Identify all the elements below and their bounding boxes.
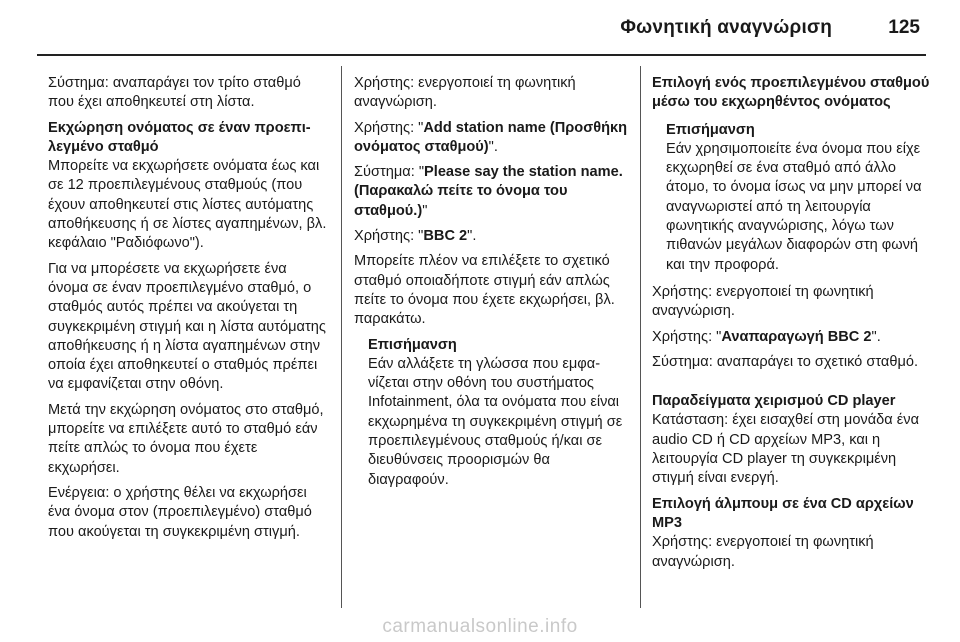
column-divider bbox=[640, 66, 641, 608]
watermark: carmanualsonline.info bbox=[382, 616, 578, 637]
column-right bbox=[652, 74, 932, 578]
paragraph: Ενέργεια: ο χρήστης θέλει να εκχωρήσει ένα όνομα στον (προεπιλεγμένο) σταθμό που ακούγεται τη συγκεκριμένη στιγμή. bbox=[48, 484, 312, 540]
note-heading: Επισήμανση bbox=[666, 121, 755, 138]
dialog-line-system: Σύστημα: "Please say the station name. (Παρακαλώ πείτε το όνομα του σταθμού.)" bbox=[354, 164, 623, 219]
paragraph: Σύστημα: αναπαράγει το σχετικό σταθμό. bbox=[652, 353, 919, 370]
section-heading: Επιλογή ενός προεπιλεγμένου σταθμού μέσω του εκχωρηθέντος ονόματος bbox=[652, 75, 930, 111]
paragraph: Χρήστης: ενεργοποιεί τη φωνητική αναγνώριση. bbox=[354, 75, 576, 111]
paragraph: Χρήστης: ενεργοποιεί τη φωνητική αναγνώριση. bbox=[652, 283, 874, 320]
paragraph: Μπορείτε να εκχωρήσετε ονόματα έως και σε 12 προεπιλεγμένους σταθμούς (που έχουν αποθηκευτεί στις λίστες αυτόματης αποθήκευσης ή σε λίστες αγαπημένων, βλ. κεφάλαιο "Ραδιόφωνο"). bbox=[48, 158, 327, 252]
column-divider bbox=[341, 66, 342, 608]
dialog-line-user: Χρήστης: "Αναπαραγωγή BBC 2". bbox=[652, 328, 881, 345]
page-number: 125 bbox=[888, 17, 920, 38]
page-header bbox=[0, 0, 960, 50]
section-heading: Εκχώρηση ονόματος σε έναν προεπιλεγμένο σταθμό bbox=[48, 119, 311, 155]
column-middle bbox=[354, 74, 632, 490]
dialog-line-user: Χρήστης: "BBC 2". bbox=[354, 228, 477, 245]
note-box bbox=[652, 121, 932, 275]
note-text: Εάν χρησιμοποιείτε ένα όνομα που είχε εκχωρηθεί σε ένα σταθμό από άλλο άτομο, το όνομα ίσως να μην μπορεί να αναγνωριστεί από τη λειτουργία φωνητικής αναγνώρισης, λόγω των πιθανών μεγάλων διαφορών στη φωνή και την προφορά. bbox=[666, 140, 922, 273]
paragraph: Μετά την εκχώρηση ονόματος στο σταθμό, μπορείτε να επιλέξετε αυτό το σταθμό εάν πείτε απλώς το όνομα που έχετε εκχωρήσει. bbox=[48, 401, 324, 476]
page-title: Φωνητική αναγνώριση bbox=[620, 17, 832, 38]
note-heading: Επισήμανση bbox=[368, 336, 457, 353]
section-heading: Παραδείγματα χειρισμού CD player bbox=[652, 393, 896, 410]
voice-command: Αναπαραγωγή BBC 2 bbox=[721, 328, 872, 345]
paragraph: Χρήστης: ενεργοποιεί τη φωνητική αναγνώριση. bbox=[652, 534, 874, 570]
paragraph: Για να μπορέσετε να εκχωρήσετε ένα όνομα σε έναν προεπιλεγμένο σταθμό, ο σταθμός αυτός πρέπει να ακούγεται τη συγκεκριμένη στιγμή και η λίστα αυτόματης αποθήκευσης ή η λίστα αγαπημένων στην οποία έχει αποθηκευτεί ο σταθμός πρέπει να εμφανίζεται στην οθόνη. bbox=[48, 260, 326, 393]
paragraph: Σύστημα: αναπαράγει τον τρίτο σταθμό που έχει αποθηκευτεί στη λίστα. bbox=[48, 75, 301, 111]
note-text: Εάν αλλάξετε τη γλώσσα που εμφανίζεται στην οθόνη του συστήματος Infotainment, όλα τα ονόματα που είναι εκχωρημένα τη συγκεκριμένη στιγμή σε προεπιλεγμένους σταθμούς ή/και σε διευθύνσεις προορισμών θα διαγραφούν. bbox=[368, 355, 623, 488]
voice-command: BBC 2 bbox=[423, 228, 468, 245]
note-box bbox=[354, 336, 632, 490]
section-heading: Επιλογή άλμπουμ σε ένα CD αρχείων MP3 bbox=[652, 495, 914, 531]
system-prompt: Please say the station name. (Παρακαλώ πείτε το όνομα του σταθμού.) bbox=[354, 164, 623, 219]
voice-command: Add station name (Προσθήκη ονόματος σταθμού) bbox=[354, 119, 628, 155]
header-divider bbox=[37, 54, 926, 56]
column-left bbox=[48, 74, 328, 548]
paragraph: Μπορείτε πλέον να επιλέξετε το σχετικό σταθμό οποιαδήποτε στιγμή εάν απλώς πείτε το όνομα που έχετε εκχωρήσει, βλ. παρακάτω. bbox=[354, 253, 615, 328]
paragraph: Κατάσταση: έχει εισαχθεί στη μονάδα ένα audio CD ή CD αρχείων MP3, και η λειτουργία CD player τη συγκεκριμένη στιγμή είναι ενεργή. bbox=[652, 412, 920, 487]
dialog-line-user: Χρήστης: "Add station name (Προσθήκη ονόματος σταθμού)". bbox=[354, 119, 628, 155]
